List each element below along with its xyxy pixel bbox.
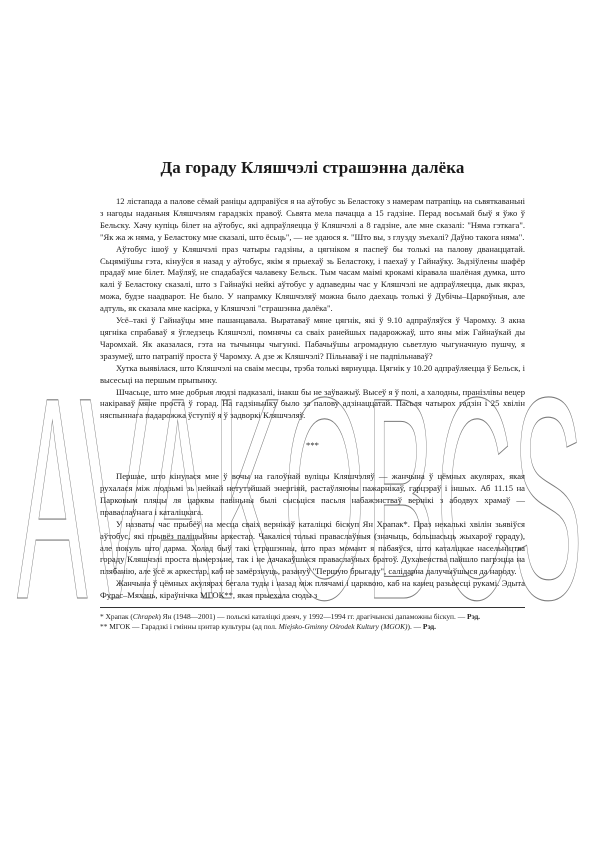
footnote bbox=[100, 612, 525, 622]
footnote-rule bbox=[100, 607, 525, 608]
footnote-text: ). — bbox=[407, 622, 423, 632]
footnote bbox=[100, 622, 525, 632]
footnote-italic: Miejsko-Gminny Ośrodek Kultury (MGOK) bbox=[278, 622, 408, 632]
paragraph: У назваты час прыбёў на месца сваіх вернікаў каталіцкі біскуп Ян Храпак*. Праз некалькі хвілін зьявіўся аўтобус, які прывёз паліцыйны аркестар. Чакаліся толькі праваслаўныя (значыць, большасьць жыхароў гораду), але покуль што дарма. Холад быў такі страшэнны, што праз момант я пабаяўся, што каталіцкае насельніцтва гораду Кляшчэлі проста вымерзьне, так і не дачакаўшыся праваслаўных братоў. Духавенства пайшло пагрэцца на плябанію, але ўсё ж аркестар, каб не замёрзнуць, разануў "Першую брыгаду", салідарна далучыўшыся да народу. bbox=[100, 518, 525, 577]
article-title: Да гораду Кляшчэлі страшэнна далёка bbox=[160, 158, 465, 177]
paragraph: Хутка выявілася, што Кляшчэлі на сваім месцы, трэба толькі вярнуцца. Цягнік у 10.20 адпраўляецца ў Бельск, і высесьці на першым прыпынку. bbox=[100, 362, 525, 385]
footnote-italic: Chrapek bbox=[132, 612, 159, 622]
footnote-text: ) Ян (1948—2001) — польскі каталіцкі дзеяч, у 1992—1994 гг. драгічынскі дапаможны біскуп. — bbox=[158, 612, 467, 622]
article-body bbox=[100, 196, 525, 632]
paragraph: Усё–такі ў Гайнаўцы мне пашанцавала. Выратаваў мяне цягнік, які ў 9.10 адпраўляўся ў Чаромху. З акна цягніка спрабаваў я ўгледзець Кляшчэлі, помнячы са сваіх ранейшых падарожжаў, што яны між Гайнаўкай ды Чаромхай. Як аказалася, гэта на тычынцы чыгункі. Пабачыўшы агромадную сьветлую чыгуначную пушчу, я зразумеў, што патрапіў проста ў Чаромху. А дзе ж Кляшчэлі? Пільнаваў і не падпільнаваў? bbox=[100, 315, 525, 361]
footnote-text: * Храпак ( bbox=[100, 612, 133, 622]
footnote-editor-mark: Рэд. bbox=[422, 622, 436, 632]
section-separator: *** bbox=[306, 440, 319, 451]
paragraph: Аўтобус ішоў у Кляшчэлі праз чатыры гадзіны, а цягніком я паспеў бы толькі на палову дванаццатай. Сьцяміўшы гэта, кінуўся я назад у аўтобус, якім я прыехаў зь Беластоку, і паехаў у Гайнаўку. Зьдзіўлены шафёр прадаў мне білет. Маўляў, не спадабаўся чалавеку Бельск. Тым часам маімі крокамі кіравала шалёная думка, што калі ў Беластоку сказалі, што з Гайнаўкі нейкі аўтобус у адпаведны час у Кляшчэлі не адпраўляецца, дык якраз, можа, будзе наадварот. Не было. У напрамку Кляшчэляў можна было даехаць толькі ў Дубічы–Царкоўныя, але адтуль, як сказала мне касірка, у Кляшчэлі "страшэнна далёка". bbox=[100, 243, 525, 314]
paragraph: 12 лістапада а палове сёмай раніцы адправіўся я на аўтобус зь Беластоку з намерам патрапіць на сьвяткаваньні з нагоды наданьня Кляшчэлям гарадзкіх правоў. Сьвята мела пачацца a 15 гадзіне. Перад восьмай быў я ўжо ў Бельску. Хачу купіць білет на аўтобус, які адпраўляецца ў Кляшчэлі а 8 гадзіне, але мне сказалі: "Няма гэткага". "Як жа ж няма, у Беластоку мне сказалі, што ёсьць", — не здаюся я. "Што вы, з глузду зъехалі? Даўно такога няма". bbox=[100, 196, 525, 242]
footnote-text: ** МГОК — Гарадзкі і гмінны цэнтар культуры (ад пол. bbox=[100, 622, 279, 632]
footnote-editor-mark: Рэд. bbox=[466, 612, 481, 622]
footnotes bbox=[100, 612, 525, 632]
paragraph: Першае, што кінулася мне ў вочы на галоўнай вуліцы Кляшчэляў — жанчына ў цёмных акулярах, якая рухалася між людзьмі зь нейкай нетутэйшай энергіяй, растаўляючы пажарнікаў, гарцэраў і іншых. Аб 11.15 на Парковым пляцы ля царквы павіньны былі сысьціся пасьля набажэнстваў вернікі з абодвух храмаў — праваслаўнага і каталіцкага. bbox=[100, 471, 525, 517]
paragraph: Шчасьце, што мне добрыя людзі падказалі, інакш бы не заўважыў. Высеў я ў полі, а халодны, пранізлівы вецер накіраваў мяне проста ў горад. На гадзіньніку было за палову адзінаццатай. Пасьля чатырох гадзін і 25 хвілін няспыннага падарожжа ўступіў я ў задворкі Кляшчэляў. bbox=[100, 386, 525, 421]
watermark-text: AVAKOBCS bbox=[17, 360, 583, 610]
paragraph: Жанчына ў цёмных акулярах бегала туды і назад між плячамі і царквою, каб на канец разьвесці рукамі. Эдыта Фурас–Мяхань, кіраўнічка МГОК**, якая прыехала сюды з bbox=[100, 578, 525, 601]
